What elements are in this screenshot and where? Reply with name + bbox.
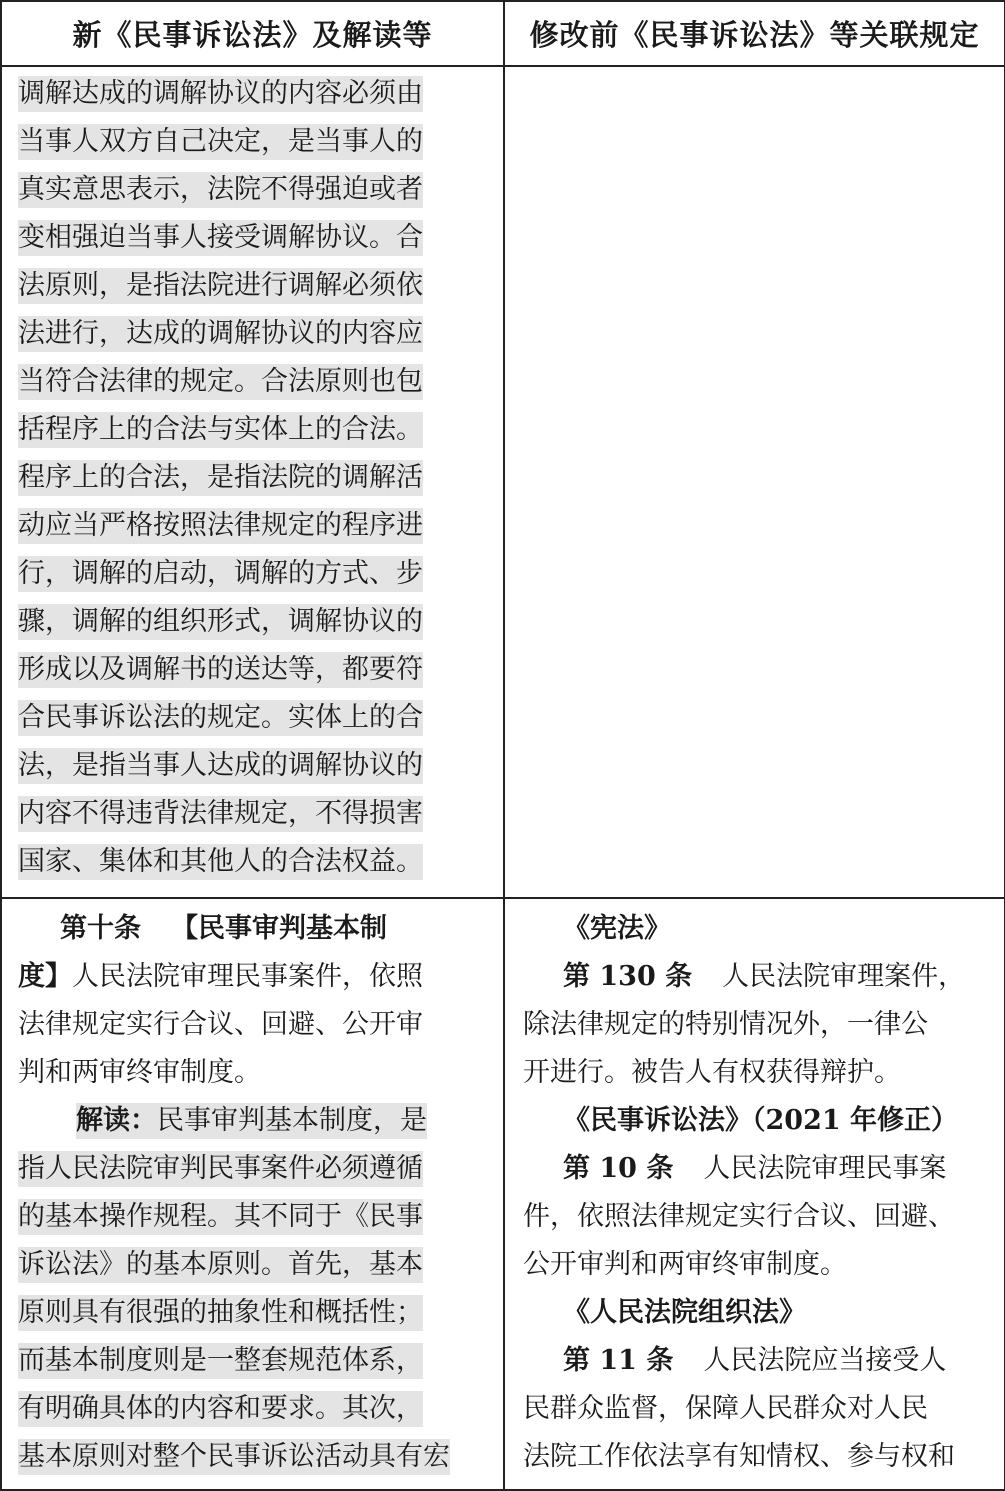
article-text: 人民法院审理民事案件，依照 (72, 961, 423, 992)
text-line: 指人民法院审判民事案件必须遵循 (18, 1151, 423, 1187)
text-line: 原则具有很强的抽象性和概括性； (18, 1295, 423, 1331)
provision-text: 公开审判和两审终审制度。 (523, 1249, 847, 1280)
provision-text: 人民法院审理案件， (722, 961, 966, 992)
law-title-civil-procedure: 《民事诉讼法》（2021 年修正） (563, 1105, 959, 1136)
table-row (1, 66, 1005, 898)
law-title-court-organization: 《人民法院组织法》 (563, 1297, 806, 1328)
article-title: 【民事审判基本制 (171, 913, 387, 944)
text-line: 真实意思表示，法院不得强迫或者 (18, 172, 423, 208)
provision-text: 民群众监督，保障人民群众对人民 (523, 1393, 928, 1424)
text-line: 内容不得违背法律规定，不得损害 (18, 796, 423, 832)
article-text: 判和两审终审制度。 (18, 1057, 261, 1088)
text-line: 的基本操作规程。其不同于《民事 (18, 1199, 423, 1235)
text-line: 基本原则对整个民事诉讼活动具有宏 (18, 1439, 450, 1475)
related-provisions-cell (504, 898, 1005, 1490)
provision-text: 件，依照法律规定实行合议、回避、 (523, 1201, 955, 1232)
text-line: 动应当严格按照法律规定的程序进 (18, 508, 423, 544)
text-line: 法，是指当事人达成的调解协议的 (18, 748, 423, 784)
text-line: 法进行，达成的调解协议的内容应 (18, 316, 423, 352)
article-number: 第十条 (60, 913, 141, 944)
text-line: 变相强迫当事人接受调解协议。合 (18, 220, 423, 256)
header-new-law: 新《民事诉讼法》及解读等 (1, 1, 504, 66)
provision-text: 法院工作依法享有知情权、参与权和 (523, 1441, 955, 1472)
text-line: 国家、集体和其他人的合法权益。 (18, 844, 423, 880)
interpretation-cell (1, 66, 504, 898)
text-line: 调解达成的调解协议的内容必须由 (18, 76, 423, 112)
header-row (1, 1, 1005, 66)
related-provisions-cell-empty (504, 66, 1005, 898)
article-number: 第 10 条 (563, 1153, 674, 1184)
provision-text: 除法律规定的特别情况外，一律公 (523, 1009, 928, 1040)
header-old-law: 修改前《民事诉讼法》等关联规定 (504, 1, 1005, 66)
text-line: 民事审判基本制度，是 (157, 1105, 427, 1136)
article-title-end: 度】 (18, 961, 72, 992)
text-line: 当符合法律的规定。合法原则也包 (18, 364, 423, 400)
text-line: 行，调解的启动，调解的方式、步 (18, 556, 423, 592)
provision-text: 开进行。被告人有权获得辩护。 (523, 1057, 901, 1088)
text-line: 合民事诉讼法的规定。实体上的合 (18, 700, 423, 736)
article-text: 法律规定实行合议、回避、公开审 (18, 1009, 423, 1040)
text-line: 而基本制度则是一整套规范体系， (18, 1343, 423, 1379)
interpretation-label: 解读： (76, 1105, 157, 1136)
text-line: 有明确具体的内容和要求。其次， (18, 1391, 423, 1427)
text-line: 骤，调解的组织形式，调解协议的 (18, 604, 423, 640)
text-line: 括程序上的合法与实体上的合法。 (18, 412, 423, 448)
text-line: 当事人双方自己决定，是当事人的 (18, 124, 423, 160)
text-line: 形成以及调解书的送达等，都要符 (18, 652, 423, 688)
article-10-cell (1, 898, 504, 1490)
text-line: 诉讼法》的基本原则。首先，基本 (18, 1247, 423, 1283)
text-line: 程序上的合法，是指法院的调解活 (18, 460, 423, 496)
text-line: 法原则，是指法院进行调解必须依 (18, 268, 423, 304)
provision-text: 人民法院应当接受人 (703, 1345, 947, 1376)
article-number: 第 130 条 (563, 961, 693, 992)
table-row (1, 898, 1005, 1490)
law-title-constitution: 《宪法》 (563, 913, 671, 944)
article-number: 第 11 条 (563, 1345, 674, 1376)
provision-text: 人民法院审理民事案 (703, 1153, 947, 1184)
